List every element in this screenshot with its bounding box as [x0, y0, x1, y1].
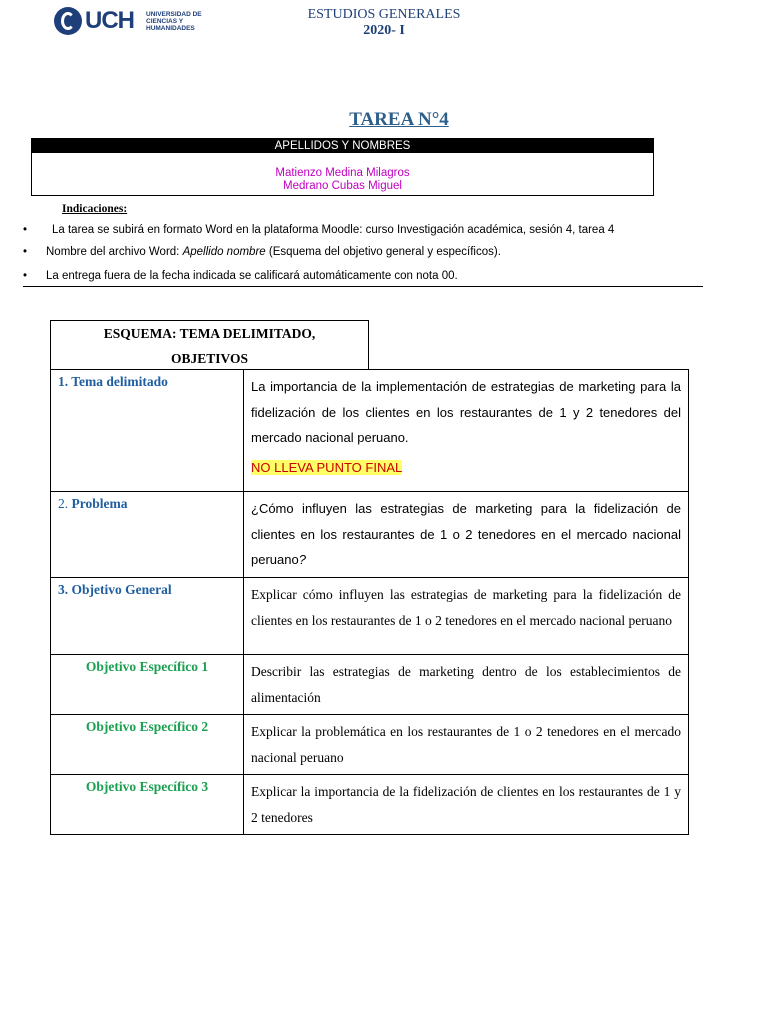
row-value: Explicar cómo influyen las estrategias de marketing para la fidelización de clientes en los restaurantes de 1 o 2 tenedores en el mercado nacional peruano [244, 578, 689, 655]
table-row [51, 492, 689, 578]
table-row [51, 370, 689, 492]
row-value: Explicar la problemática en los restaurantes de 1 o 2 tenedores en el mercado nacional peruano [244, 715, 689, 775]
header-line-1: ESTUDIOS GENERALES [307, 7, 461, 22]
table-row [51, 715, 689, 775]
row-value: Explicar la importancia de la fidelización de clientes en los restaurantes de 1 y 2 tenedores [244, 775, 689, 835]
names-heading: APELLIDOS Y NOMBRES [32, 139, 653, 153]
logo-subtitle: UNIVERSIDAD DE CIENCIAS Y HUMANIDADES [146, 11, 202, 32]
schema-table [50, 369, 689, 835]
names-box [31, 138, 654, 196]
schema-heading: ESQUEMA: TEMA DELIMITADO, OBJETIVOS [50, 320, 369, 370]
row-label: 3. Objetivo General [51, 578, 244, 655]
student-name: Matienzo Medina Milagros [275, 167, 410, 179]
row-label: Objetivo Específico 2 [51, 715, 244, 775]
row-label: 2. Problema [51, 492, 244, 578]
header-line-2: 2020- I [363, 23, 405, 38]
row-value: ¿Cómo influyen las estrategias de marketing para la fidelización de clientes en los restaurantes de 1 o 2 tenedores en el mercado nacional peruano? [244, 492, 689, 578]
divider [23, 286, 703, 287]
table-row [51, 775, 689, 835]
row-value: Describir las estrategias de marketing dentro de los establecimientos de alimentación [244, 655, 689, 715]
note-highlight: NO LLEVA PUNTO FINAL [251, 459, 403, 475]
names-list [32, 167, 653, 193]
bullet-icon: • [23, 270, 28, 282]
table-row [51, 655, 689, 715]
row-label: Objetivo Específico 1 [51, 655, 244, 715]
bullet-icon: • [23, 224, 28, 236]
indications-title: Indicaciones: [62, 203, 128, 215]
row-label: Objetivo Específico 3 [51, 775, 244, 835]
row-value: La importancia de la implementación de estrategias de marketing para la fidelización de los clientes en los restaurantes de 1 y 2 tenedores del mercado nacional peruano. NO LLEVA PUNTO FINAL [244, 370, 689, 492]
student-name: Medrano Cubas Miguel [283, 180, 402, 192]
page-title: TAREA N°4 [349, 109, 449, 130]
bullet-icon: • [23, 246, 28, 258]
logo-word: UCH [85, 7, 134, 34]
row-label: 1. Tema delimitado [51, 370, 244, 492]
table-row [51, 578, 689, 655]
